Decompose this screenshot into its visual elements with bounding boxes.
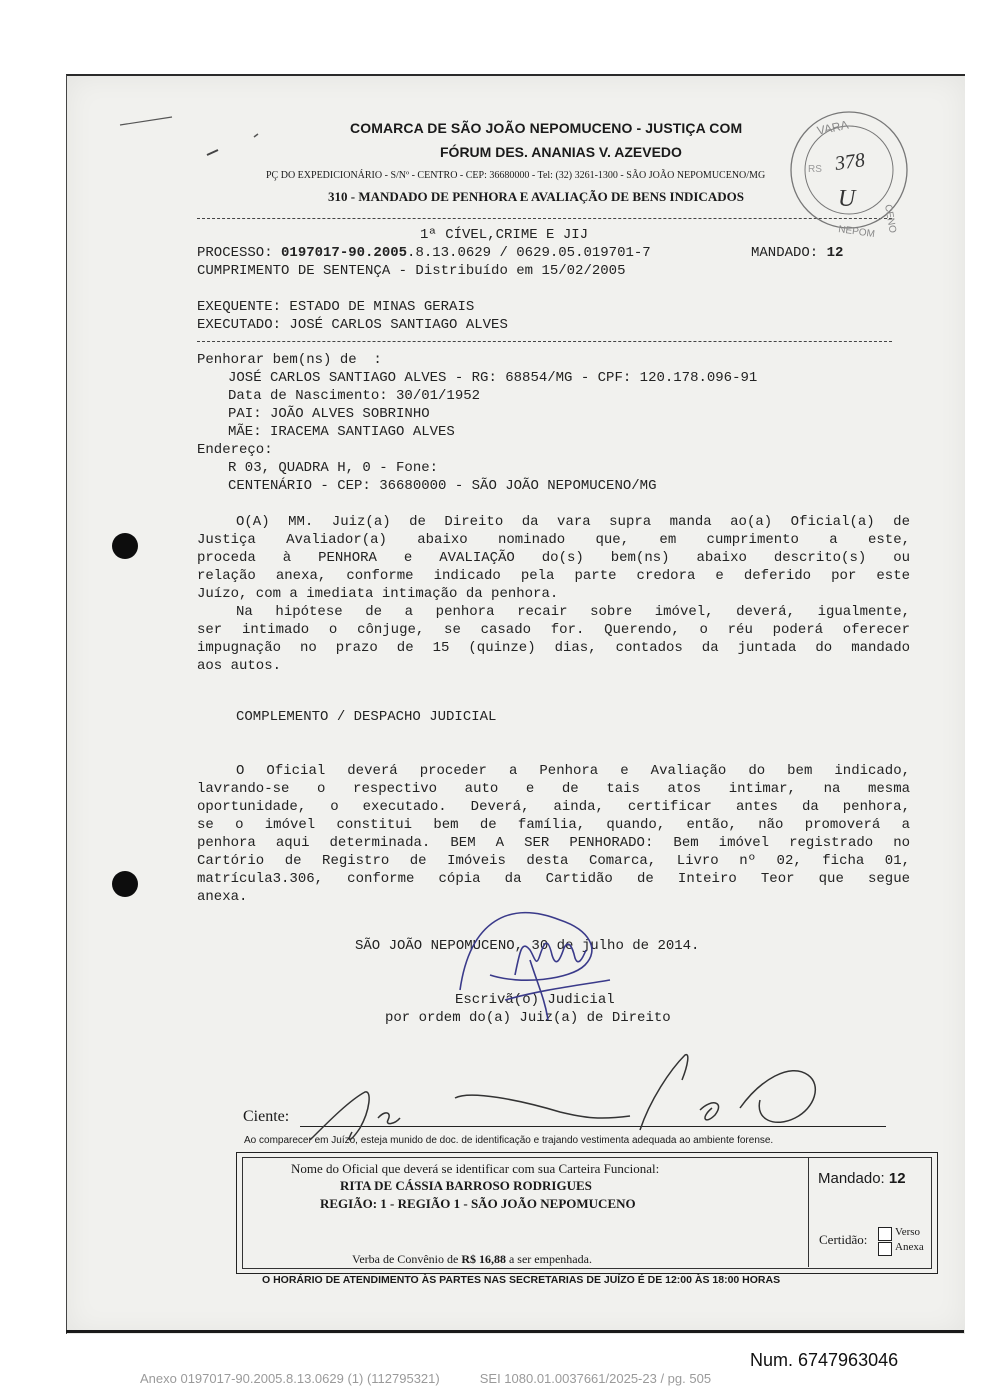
processo-number-rest: .8.13.0629 / 0629.05.019701-7 — [407, 245, 651, 261]
header-forum: FÓRUM DES. ANANIAS V. AZEVEDO — [440, 144, 682, 160]
order-line: aos autos. — [197, 658, 282, 674]
mandado-box-number: 12 — [888, 1170, 906, 1187]
place-date: SÃO JOÃO NEPOMUCENO, 30 de julho de 2014. — [355, 938, 700, 954]
stamp-bottom-text: NEPOM — [837, 224, 876, 241]
mandado-header-label: MANDADO: — [751, 245, 827, 261]
cumprimento-line: CUMPRIMENTO DE SENTENÇA - Distribuído em 15/02/2005 — [197, 263, 626, 279]
mandado-box-label: Mandado: — [818, 1170, 889, 1187]
order-line: Juízo, com a imediata intimação da penhora. — [197, 586, 559, 602]
order-line: O(A) MM. Juiz(a) de Direito da vara supra manda ao(a) Oficial(a) de — [236, 514, 910, 530]
footer-sei: SEI 1080.01.0037661/2025-23 / pg. 505 — [479, 1371, 712, 1386]
stamp-page-number: 378 — [833, 148, 867, 175]
verba-value: R$ 16,88 — [461, 1252, 506, 1266]
order-line: ser intimado o cônjuge, se casado for. Querendo, o réu poderá oferecer — [197, 622, 910, 638]
complemento-line: O Oficial deverá proceder a Penhora e Avaliação do bem indicado, — [236, 763, 910, 779]
complemento-line: lavrando-se o respectivo auto e de tais atos intimar, na mesma — [197, 781, 910, 797]
office-hours-notice: O HORÁRIO DE ATENDIMENTO ÀS PARTES NAS SECRETARIAS DE JUÍZO É DE 12:00 ÀS 18:00 HORAS — [262, 1274, 781, 1286]
officer-label: Nome do Oficial que deverá se identificar com sua Carteira Funcional: — [291, 1161, 660, 1176]
exequente-line: EXEQUENTE: ESTADO DE MINAS GERAIS — [197, 299, 475, 315]
ciente-label: Ciente: — [243, 1108, 290, 1125]
processo-label: PROCESSO: — [197, 245, 282, 261]
by-order-line: por ordem do(a) Juiz(a) de Direito — [385, 1010, 671, 1026]
officer-name: RITA DE CÁSSIA BARROSO RODRIGUES — [340, 1178, 592, 1193]
stamp-left-text: RS — [808, 164, 822, 175]
debtor-name: JOSÉ CARLOS SANTIAGO ALVES - RG: 68854/MG - CPF: 120.178.096-91 — [228, 370, 758, 386]
scan-mark — [207, 150, 218, 155]
header-comarca: COMARCA DE SÃO JOÃO NEPOMUCENO - JUSTIÇA COM — [350, 120, 743, 136]
scan-mark — [120, 117, 172, 125]
stamp-top-text: VARA — [815, 117, 850, 138]
complemento-line: oportunidade, o executado. Deverá, ainda, certificar antes da penhora, — [197, 799, 910, 815]
order-line: Na hipótese de a penhora recair sobre imóvel, deverá, igualmente, — [236, 604, 910, 620]
stamp-initials: U — [838, 186, 856, 212]
address-line-1: R 03, QUADRA H, 0 - Fone: — [228, 460, 439, 476]
order-line: Justiça Avaliador(a) abaixo nominado que, em cumprimento a este, — [197, 532, 910, 548]
processo-number-bold: 0197017-90.2005 — [281, 245, 408, 261]
complemento-title: COMPLEMENTO / DESPACHO JUDICIAL — [236, 709, 497, 725]
ciente-signature — [310, 1055, 815, 1140]
officer-region: REGIÃO: 1 - REGIÃO 1 - SÃO JOÃO NEPOMUCENO — [320, 1196, 636, 1211]
anexa-label: Anexa — [895, 1241, 924, 1253]
vara-label: 1ª CÍVEL,CRIME E JIJ — [420, 227, 589, 243]
address-line-2: CENTENÁRIO - CEP: 36680000 - SÃO JOÃO NEPOMUCENO/MG — [228, 478, 657, 494]
order-line: relação anexa, conforme indicado pela parte credora e deferido por este — [197, 568, 910, 584]
debtor-birth: Data de Nascimento: 30/01/1952 — [228, 388, 481, 404]
judicial-signature — [460, 913, 610, 1020]
complemento-line: Cartório de Registro de Imóveis desta Comarca, Livro nº 02, ficha 01, — [197, 853, 910, 869]
debtor-mother: MÃE: IRACEMA SANTIAGO ALVES — [228, 424, 455, 440]
form-title: 310 - MANDADO DE PENHORA E AVALIAÇÃO DE BENS INDICADOS — [328, 189, 744, 204]
stamp-side-text: CENO — [882, 203, 898, 234]
order-line: impugnação no prazo de 15 (quinze) dias, contados da juntada do mandado — [197, 640, 910, 656]
complemento-line: matrícula3.306, conforme cópia da Cartidão de Inteiro Teor que segue — [197, 871, 910, 887]
scan-mark — [254, 134, 258, 137]
mandado-header-number: 12 — [826, 245, 844, 261]
document-number: Num. 6747963046 — [750, 1350, 899, 1370]
address-label: Endereço: — [197, 442, 273, 458]
complemento-line: se o imóvel constitui bem de família, quando, então, não promoverá a — [197, 817, 910, 833]
footer-anexo: Anexo 0197017-90.2005.8.13.0629 (1) (112795321) — [140, 1371, 440, 1386]
complemento-line: penhora aqui determinada. BEM A SER PENHORADO: Bem imóvel registrado no — [197, 835, 910, 851]
ciente-note: Ao comparecer em Juízo, esteja munido de doc. de identificação e trajando vestimenta adequada ao ambiente forense. — [244, 1135, 774, 1146]
verba-prefix: Verba de Convênio de — [352, 1252, 462, 1266]
debtor-father: PAI: JOÃO ALVES SOBRINHO — [228, 406, 430, 422]
certidao-label: Certidão: — [819, 1232, 868, 1247]
order-line: proceda à PENHORA e AVALIAÇÃO do(s) bem(ns) abaixo descrito(s) ou — [197, 550, 910, 566]
signer-title: Escrivã(o) Judicial — [455, 992, 615, 1008]
verso-label: Verso — [895, 1226, 921, 1238]
complemento-line: anexa. — [197, 889, 248, 905]
penhorar-intro: Penhorar bem(ns) de : — [197, 352, 382, 368]
executado-line: EXECUTADO: JOSÉ CARLOS SANTIAGO ALVES — [197, 317, 508, 333]
verba-suffix: a ser empenhada. — [505, 1252, 592, 1266]
header-address: PÇ DO EXPEDICIONÁRIO - S/Nº - CENTRO - CEP: 36680000 - Tel: (32) 3261-1300 - SÃO JOÃO NEPOMUCENO/MG — [266, 170, 766, 181]
